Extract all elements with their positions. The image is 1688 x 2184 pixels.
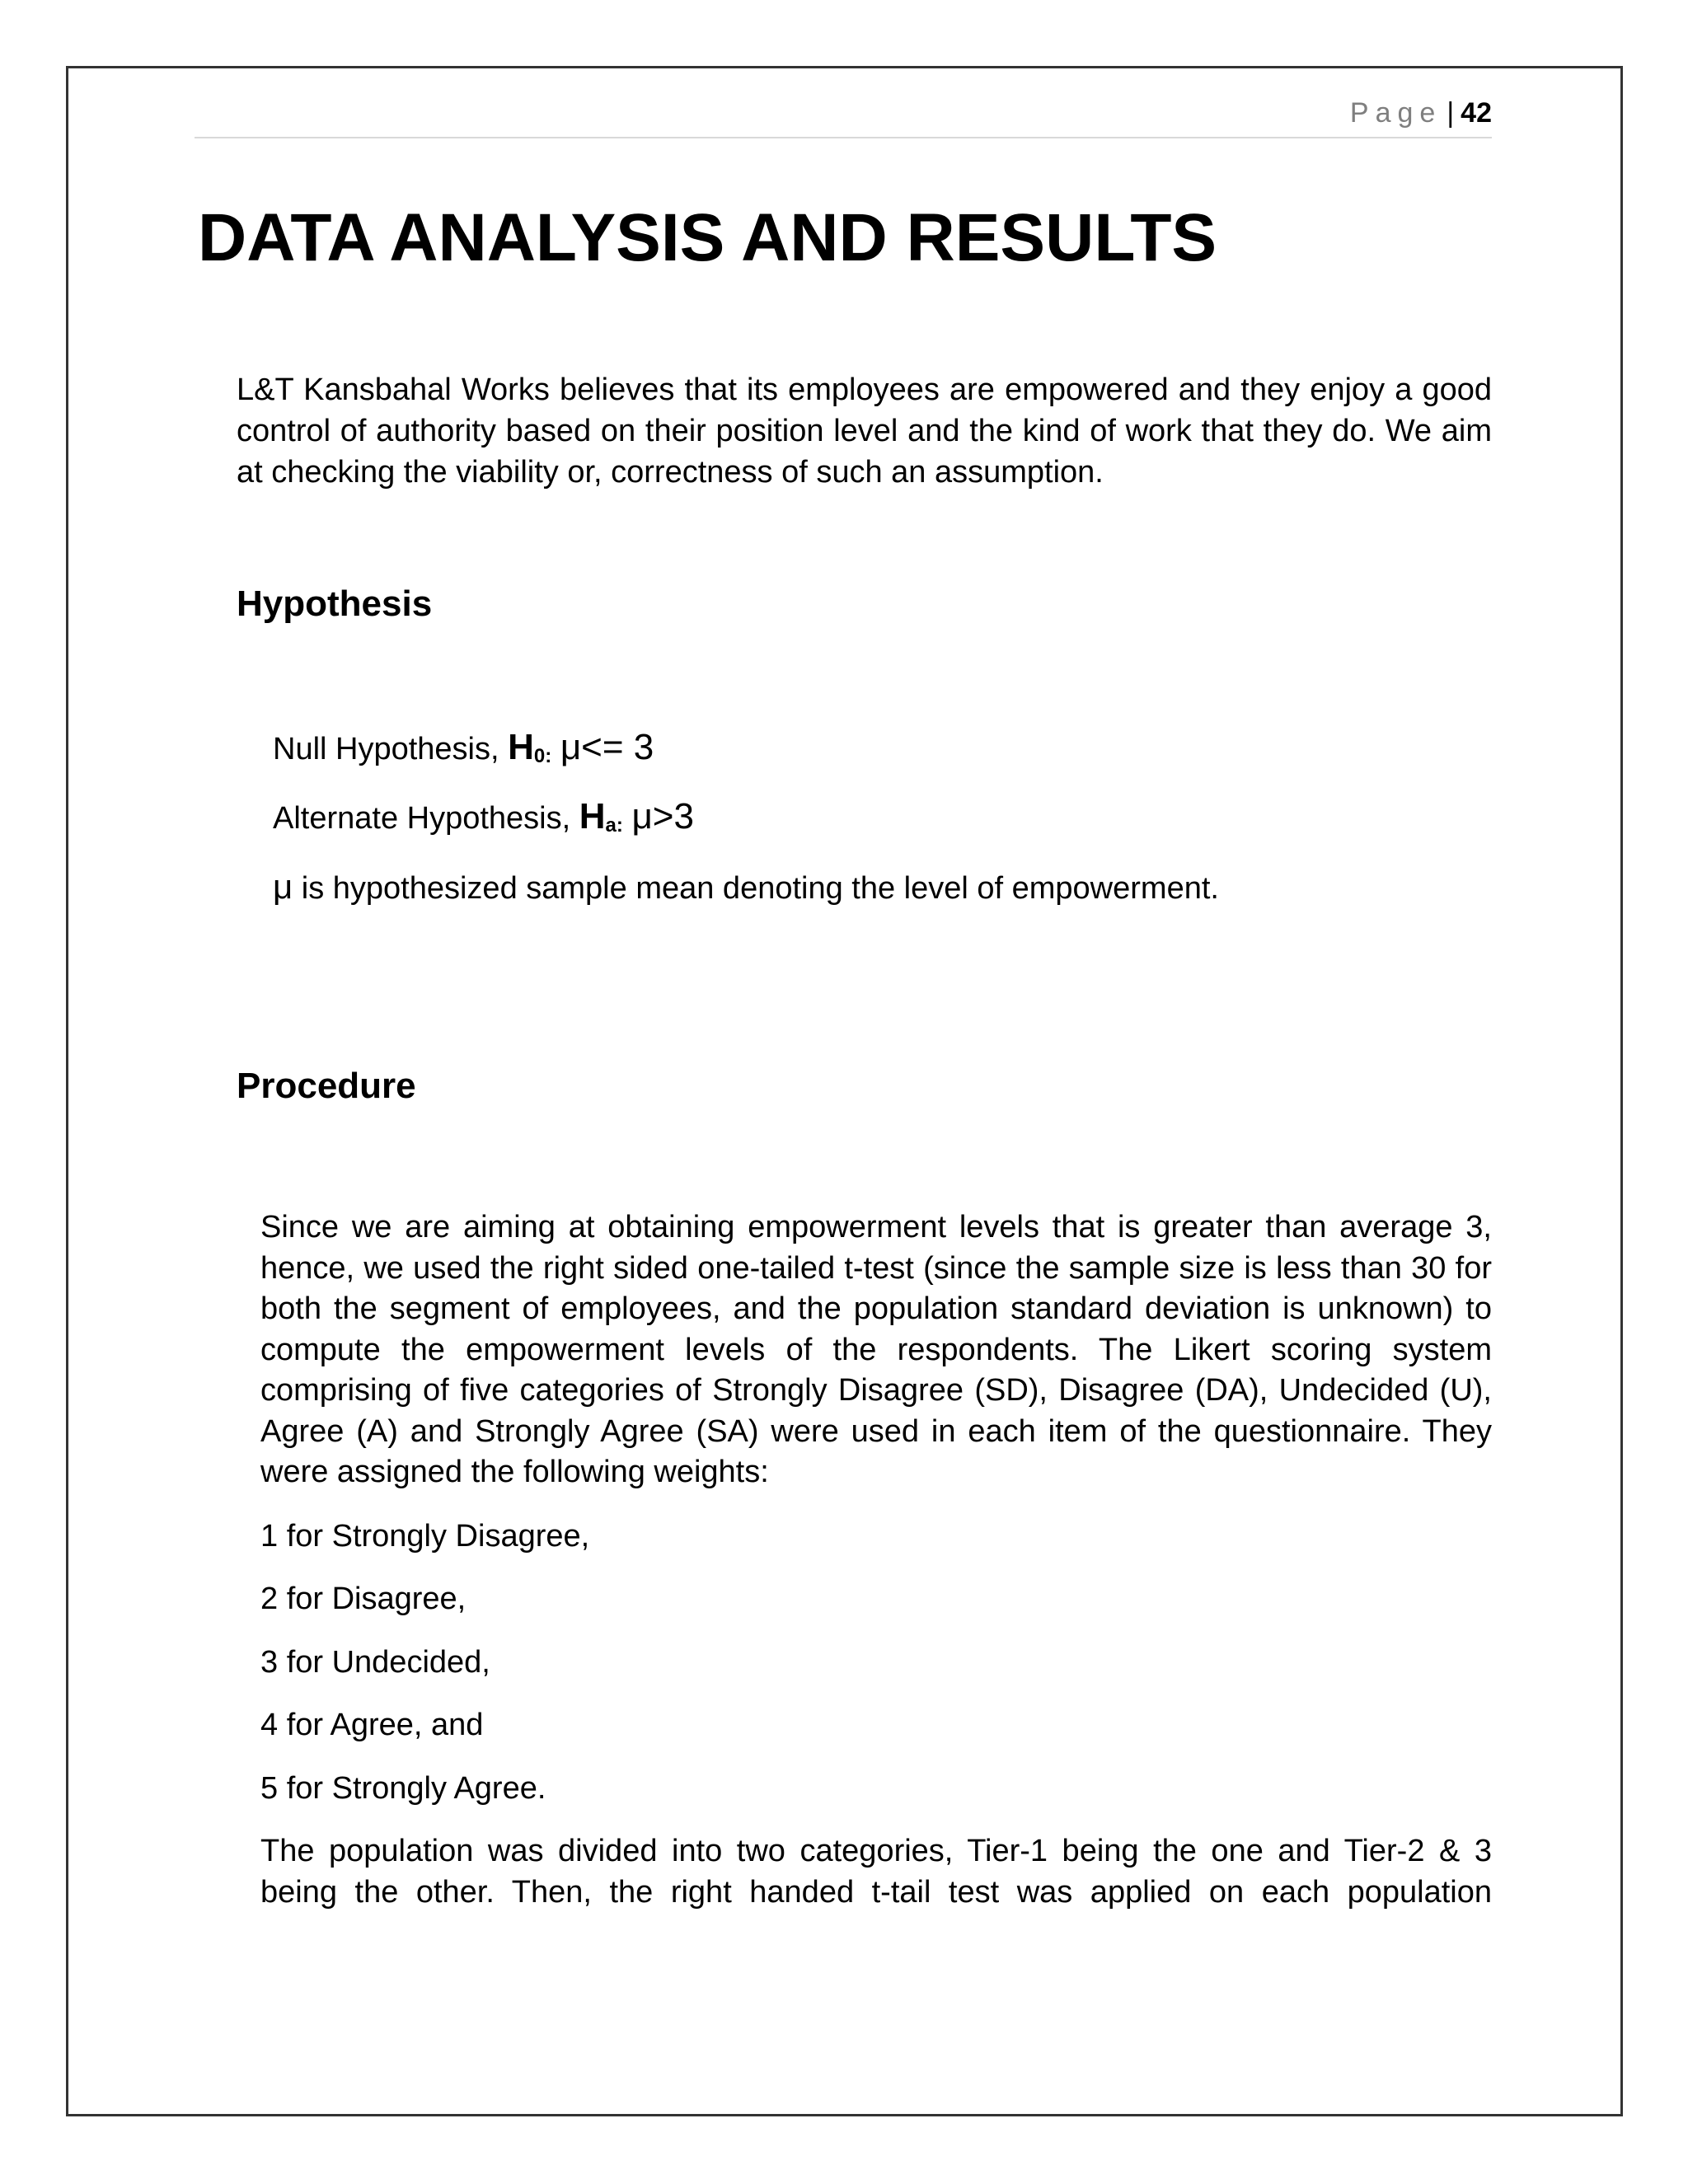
page-separator: | [1447,97,1455,129]
page-number: 42 [1461,97,1492,129]
null-hypothesis [273,727,654,768]
alternate-hypothesis [273,796,694,837]
mu-symbol: μ [273,867,293,906]
procedure-body [260,1207,1492,1913]
null-hypothesis-label: Null Hypothesis, [273,732,499,766]
alternate-hypothesis-expression: μ>3 [631,796,694,837]
mu-description: is hypothesized sample mean denoting the level of empowerment. [301,871,1219,906]
page-label: Page [1349,97,1442,129]
page-title: DATA ANALYSIS AND RESULTS [198,200,1217,275]
list-item: 1 for Strongly Disagree, [260,1518,590,1554]
mu-definition [273,867,1219,907]
alternate-hypothesis-subscript: a: [605,814,623,837]
procedure-heading: Procedure [237,1066,416,1106]
null-hypothesis-expression: μ<= 3 [560,727,654,767]
list-item: 3 for Undecided, [260,1644,490,1680]
page-header [195,97,1492,138]
hypothesis-heading: Hypothesis [237,583,433,624]
procedure-paragraph: Since we are aiming at obtaining empowerment levels that is greater than average 3, hence, we used the right sided one-tailed t-test (since the sample size is less than 30 for both the segment of employees, and the population standard deviation is unknown) to compute the empowerment levels of the respondents. The Likert scoring system comprising of five categories of Strongly Disagree (SD), Disagree (DA), Undecided (U), Agree (A) and Strongly Agree (SA) were used in each item of the questionnaire. They were assigned the following weights: [260,1210,1492,1489]
alternate-hypothesis-symbol: H [579,796,606,837]
list-item: 2 for Disagree, [260,1582,467,1616]
population-paragraph: The population was divided into two categories, Tier-1 being the one and Tier-2 & 3 being the other. Then, the right handed t-tail test was applied on each population [260,1834,1492,1910]
alternate-hypothesis-label: Alternate Hypothesis, [273,801,571,836]
list-item: 4 for Agree, and [260,1708,484,1742]
null-hypothesis-subscript: 0: [533,745,552,767]
intro-paragraph: L&T Kansbahal Works believes that its employees are empowered and they enjoy a good control of authority based on their position level and the kind of work that they do. We aim at checking the viability or, correctness of such an assumption. [237,373,1492,490]
list-item: 5 for Strongly Agree. [260,1770,546,1806]
weights-list [260,1516,1492,1810]
null-hypothesis-symbol: H [508,727,534,767]
